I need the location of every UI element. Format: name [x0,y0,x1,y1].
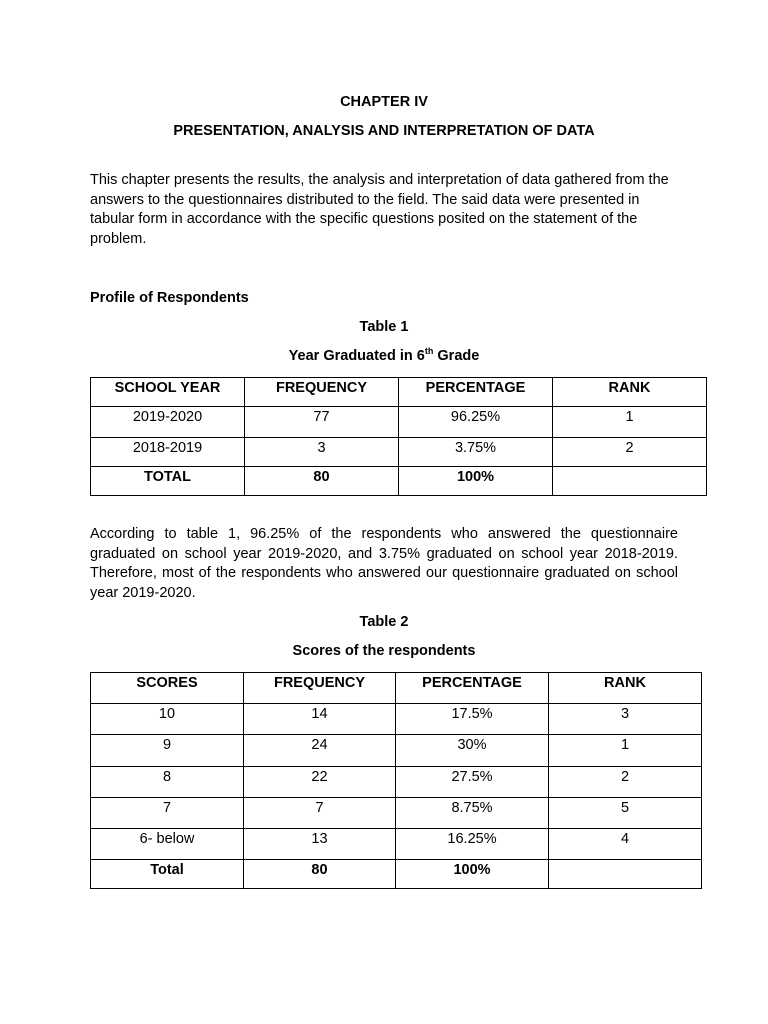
table-header-row [91,673,702,704]
table-cell: 10 [91,704,244,735]
table-cell: 100% [396,860,549,889]
table-row [91,767,702,798]
table-cell: RANK [553,378,707,407]
table-cell: 77 [245,407,399,438]
table-cell: SCHOOL YEAR [91,378,245,407]
table-cell: 24 [244,735,396,767]
profile-heading: Profile of Respondents [90,290,249,306]
table-header-row [91,378,707,407]
table-cell: 9 [91,735,244,767]
chapter-subtitle: PRESENTATION, ANALYSIS AND INTERPRETATION OF DATA [173,123,595,139]
table2 [90,672,702,889]
table1-caption: Year Graduated in 6th Grade [288,346,480,364]
table-cell: 2019-2020 [91,407,245,438]
table-cell: 5 [549,798,702,829]
chapter-title: CHAPTER IV [340,94,428,110]
table2-caption: Scores of the respondents [292,643,476,659]
table1-label: Table 1 [359,319,409,335]
table-row [91,798,702,829]
table-total-row [91,860,702,889]
table-cell [549,860,702,889]
table-cell: 100% [399,467,553,496]
table-cell: 8 [91,767,244,798]
table-cell: TOTAL [91,467,245,496]
table-cell: RANK [549,673,702,704]
table-row [91,438,707,467]
table-cell: 2 [549,767,702,798]
table-cell: SCORES [91,673,244,704]
table-cell: FREQUENCY [245,378,399,407]
table-cell: 22 [244,767,396,798]
table-cell: 80 [245,467,399,496]
table-cell: PERCENTAGE [399,378,553,407]
table-cell: 3.75% [399,438,553,467]
table-cell: 16.25% [396,829,549,860]
table-cell: 27.5% [396,767,549,798]
table-cell [553,467,707,496]
intro-paragraph: This chapter presents the results, the analysis and interpretation of data gathered from the answers to the questionnaires distributed to the field. The said data were presented in tabular form in accordance with the specific questions posited on the statement of the problem. [90,172,669,247]
table-cell: 17.5% [396,704,549,735]
table-row [91,735,702,767]
table-cell: 2018-2019 [91,438,245,467]
table-cell: 6- below [91,829,244,860]
table-cell: 3 [549,704,702,735]
table-row [91,829,702,860]
table-cell: 3 [245,438,399,467]
table1 [90,377,707,496]
table-cell: 96.25% [399,407,553,438]
table-cell: 30% [396,735,549,767]
table-row [91,407,707,438]
table-cell: FREQUENCY [244,673,396,704]
table-cell: 13 [244,829,396,860]
table-cell: 8.75% [396,798,549,829]
table-cell: 7 [244,798,396,829]
table-cell: 4 [549,829,702,860]
table1-paragraph: According to table 1, 96.25% of the respondents who answered the questionnaire graduated on school year 2019-2020, and 3.75% graduated on school year 2018-2019. Therefore, most of the respondents who answered our questionnaire graduated on school year 2019-2020. [90,526,678,601]
table-cell: Total [91,860,244,889]
table-cell: 1 [553,407,707,438]
table-cell: 7 [91,798,244,829]
table-cell: 2 [553,438,707,467]
table-cell: 1 [549,735,702,767]
table-cell: 80 [244,860,396,889]
table-total-row [91,467,707,496]
table-row [91,704,702,735]
table2-label: Table 2 [359,614,409,630]
table-cell: PERCENTAGE [396,673,549,704]
table-cell: 14 [244,704,396,735]
